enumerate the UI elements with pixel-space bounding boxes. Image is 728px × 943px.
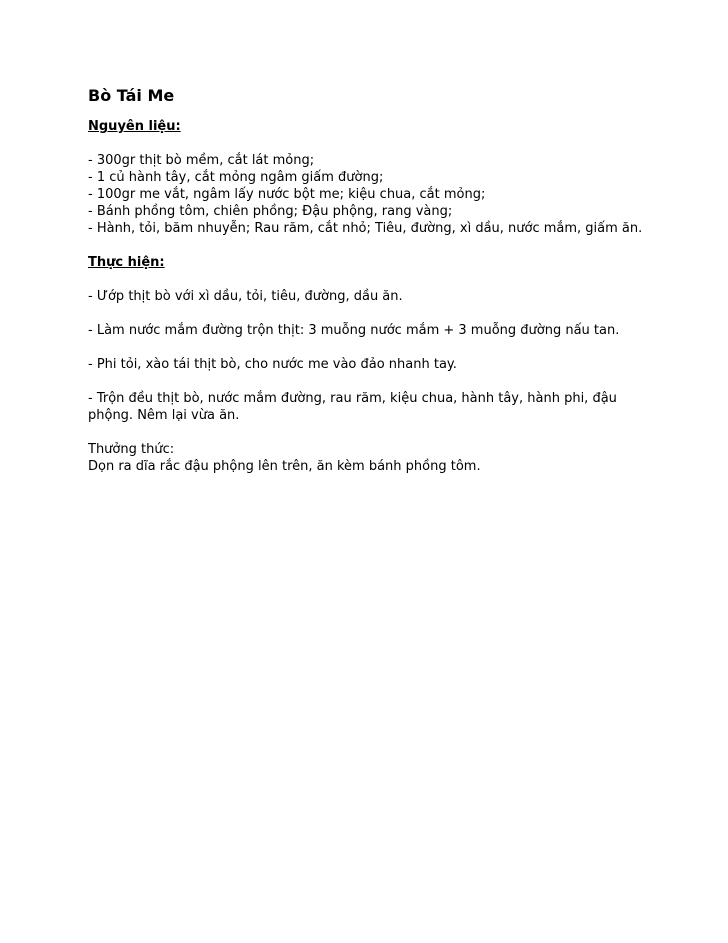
ingredient-item: - 300gr thịt bò mềm, cắt lát mỏng; bbox=[88, 153, 315, 168]
ingredients-list bbox=[88, 152, 648, 237]
recipe-title: Bò Tái Me bbox=[88, 86, 175, 105]
method-step: - Trộn đều thịt bò, nước mắm đường, rau răm, kiệu chua, hành tây, hành phi, đậu phộng. Nêm lại vừa ăn. bbox=[88, 391, 617, 423]
ingredient-item: - 100gr me vắt, ngâm lấy nước bột me; kiệu chua, cắt mỏng; bbox=[88, 187, 486, 202]
method-step: - Ướp thịt bò với xì dầu, tỏi, tiêu, đường, dầu ăn. bbox=[88, 289, 403, 304]
enjoy-heading: Thưởng thức: bbox=[88, 442, 175, 457]
ingredient-item: - 1 củ hành tây, cắt mỏng ngâm giấm đường; bbox=[88, 170, 384, 185]
document-page bbox=[88, 86, 648, 475]
method-heading: Thực hiện: bbox=[88, 255, 165, 270]
method-step: - Phi tỏi, xào tái thịt bò, cho nước me vào đảo nhanh tay. bbox=[88, 357, 457, 372]
method-step: - Làm nước mắm đường trộn thịt: 3 muỗng nước mắm + 3 muỗng đường nấu tan. bbox=[88, 323, 620, 338]
ingredients-heading: Nguyên liệu: bbox=[88, 119, 181, 134]
ingredient-item: - Bánh phồng tôm, chiên phồng; Đậu phộng, rang vàng; bbox=[88, 204, 453, 219]
enjoy-text: Dọn ra dĩa rắc đậu phộng lên trên, ăn kèm bánh phồng tôm. bbox=[88, 459, 481, 474]
ingredient-item: - Hành, tỏi, băm nhuyễn; Rau răm, cắt nhỏ; Tiêu, đường, xì dầu, nước mắm, giấm ăn. bbox=[88, 221, 643, 236]
